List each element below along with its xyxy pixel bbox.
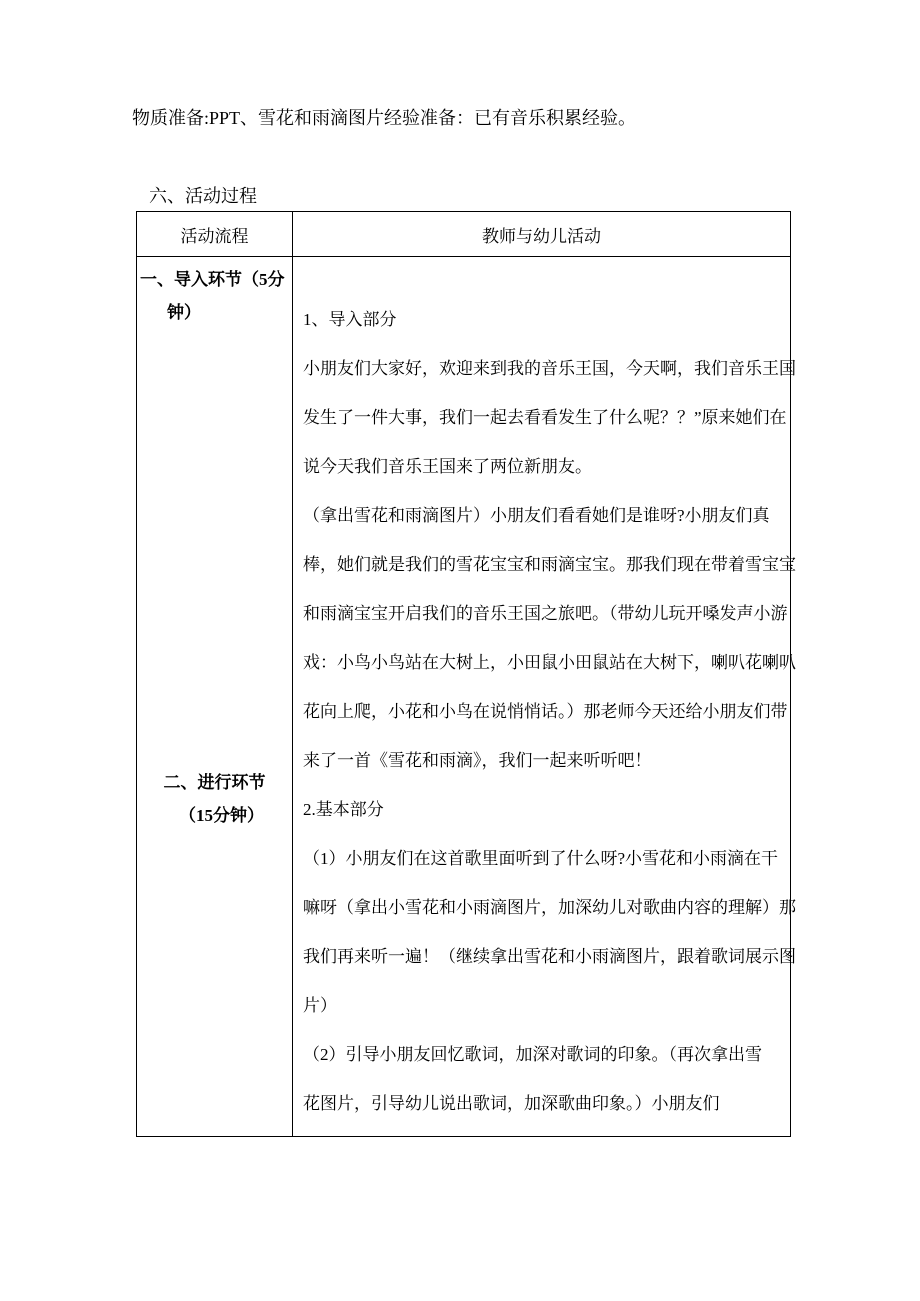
activity-line: 片） bbox=[303, 996, 337, 1015]
activity-line: 戏：小鸟小鸟站在大树上，小田鼠小田鼠站在大树下，喇叭花喇叭 bbox=[303, 653, 796, 672]
activity-line: 我们再来听一遍！（继续拿出雪花和小雨滴图片，跟着歌词展示图 bbox=[303, 947, 796, 966]
activity-line: 花向上爬，小花和小鸟在说悄悄话。）那老师今天还给小朋友们带 bbox=[303, 702, 788, 721]
header-cell-activity: 教师与幼儿活动 bbox=[482, 226, 601, 246]
activity-line: （1）小朋友们在这首歌里面听到了什么呀?小雪花和小雨滴在干 bbox=[303, 849, 779, 868]
activity-line: 棒，她们就是我们的雪花宝宝和雨滴宝宝。那我们现在带着雪宝宝 bbox=[303, 555, 796, 574]
activity-line: 1、导入部分 bbox=[303, 310, 397, 329]
activity-line: 花图片，引导幼儿说出歌词，加深歌曲印象。）小朋友们 bbox=[303, 1094, 720, 1113]
flow-column-cell bbox=[137, 257, 293, 1136]
table-header-row bbox=[137, 212, 790, 257]
activity-line: （拿出雪花和雨滴图片）小朋友们看看她们是谁呀?小朋友们真 bbox=[303, 506, 770, 525]
flow-step-intro-line1: 一、导入环节（5分 bbox=[140, 270, 285, 289]
activity-line: 发生了一件大事，我们一起去看看发生了什么呢？？”原来她们在 bbox=[303, 408, 787, 427]
activity-line: 说今天我们音乐王国来了两位新朋友。 bbox=[303, 457, 592, 476]
activity-table bbox=[136, 211, 796, 1137]
activity-column-cell bbox=[293, 257, 808, 1136]
flow-step-intro bbox=[137, 263, 292, 329]
activity-line: 2.基本部分 bbox=[303, 800, 384, 819]
activity-line: 和雨滴宝宝开启我们的音乐王国之旅吧。（带幼儿玩开嗓发声小游 bbox=[303, 604, 788, 623]
preparation-text: 物质准备:PPT、雪花和雨滴图片经验准备：已有音乐积累经验。 bbox=[132, 108, 637, 128]
table-body-row bbox=[137, 257, 796, 1136]
section-heading: 六、活动过程 bbox=[149, 186, 257, 206]
activity-line: （2）引导小朋友回忆歌词，加深对歌词的印象。（再次拿出雪 bbox=[303, 1045, 762, 1064]
header-cell-flow: 活动流程 bbox=[137, 212, 293, 256]
activity-line: 小朋友们大家好，欢迎来到我的音乐王国，今天啊，我们音乐王国 bbox=[303, 359, 796, 378]
activity-line: 嘛呀（拿出小雪花和小雨滴图片，加深幼儿对歌曲内容的理解）那 bbox=[303, 898, 796, 917]
flow-step-main-line1: 二、进行环节 bbox=[163, 773, 266, 792]
flow-step-main bbox=[137, 766, 292, 832]
activity-line: 来了一首《雪花和雨滴》，我们一起来听听吧！ bbox=[303, 751, 652, 770]
flow-step-main-line2: （15分钟） bbox=[179, 806, 264, 825]
flow-step-intro-line2: 钟） bbox=[167, 303, 201, 322]
